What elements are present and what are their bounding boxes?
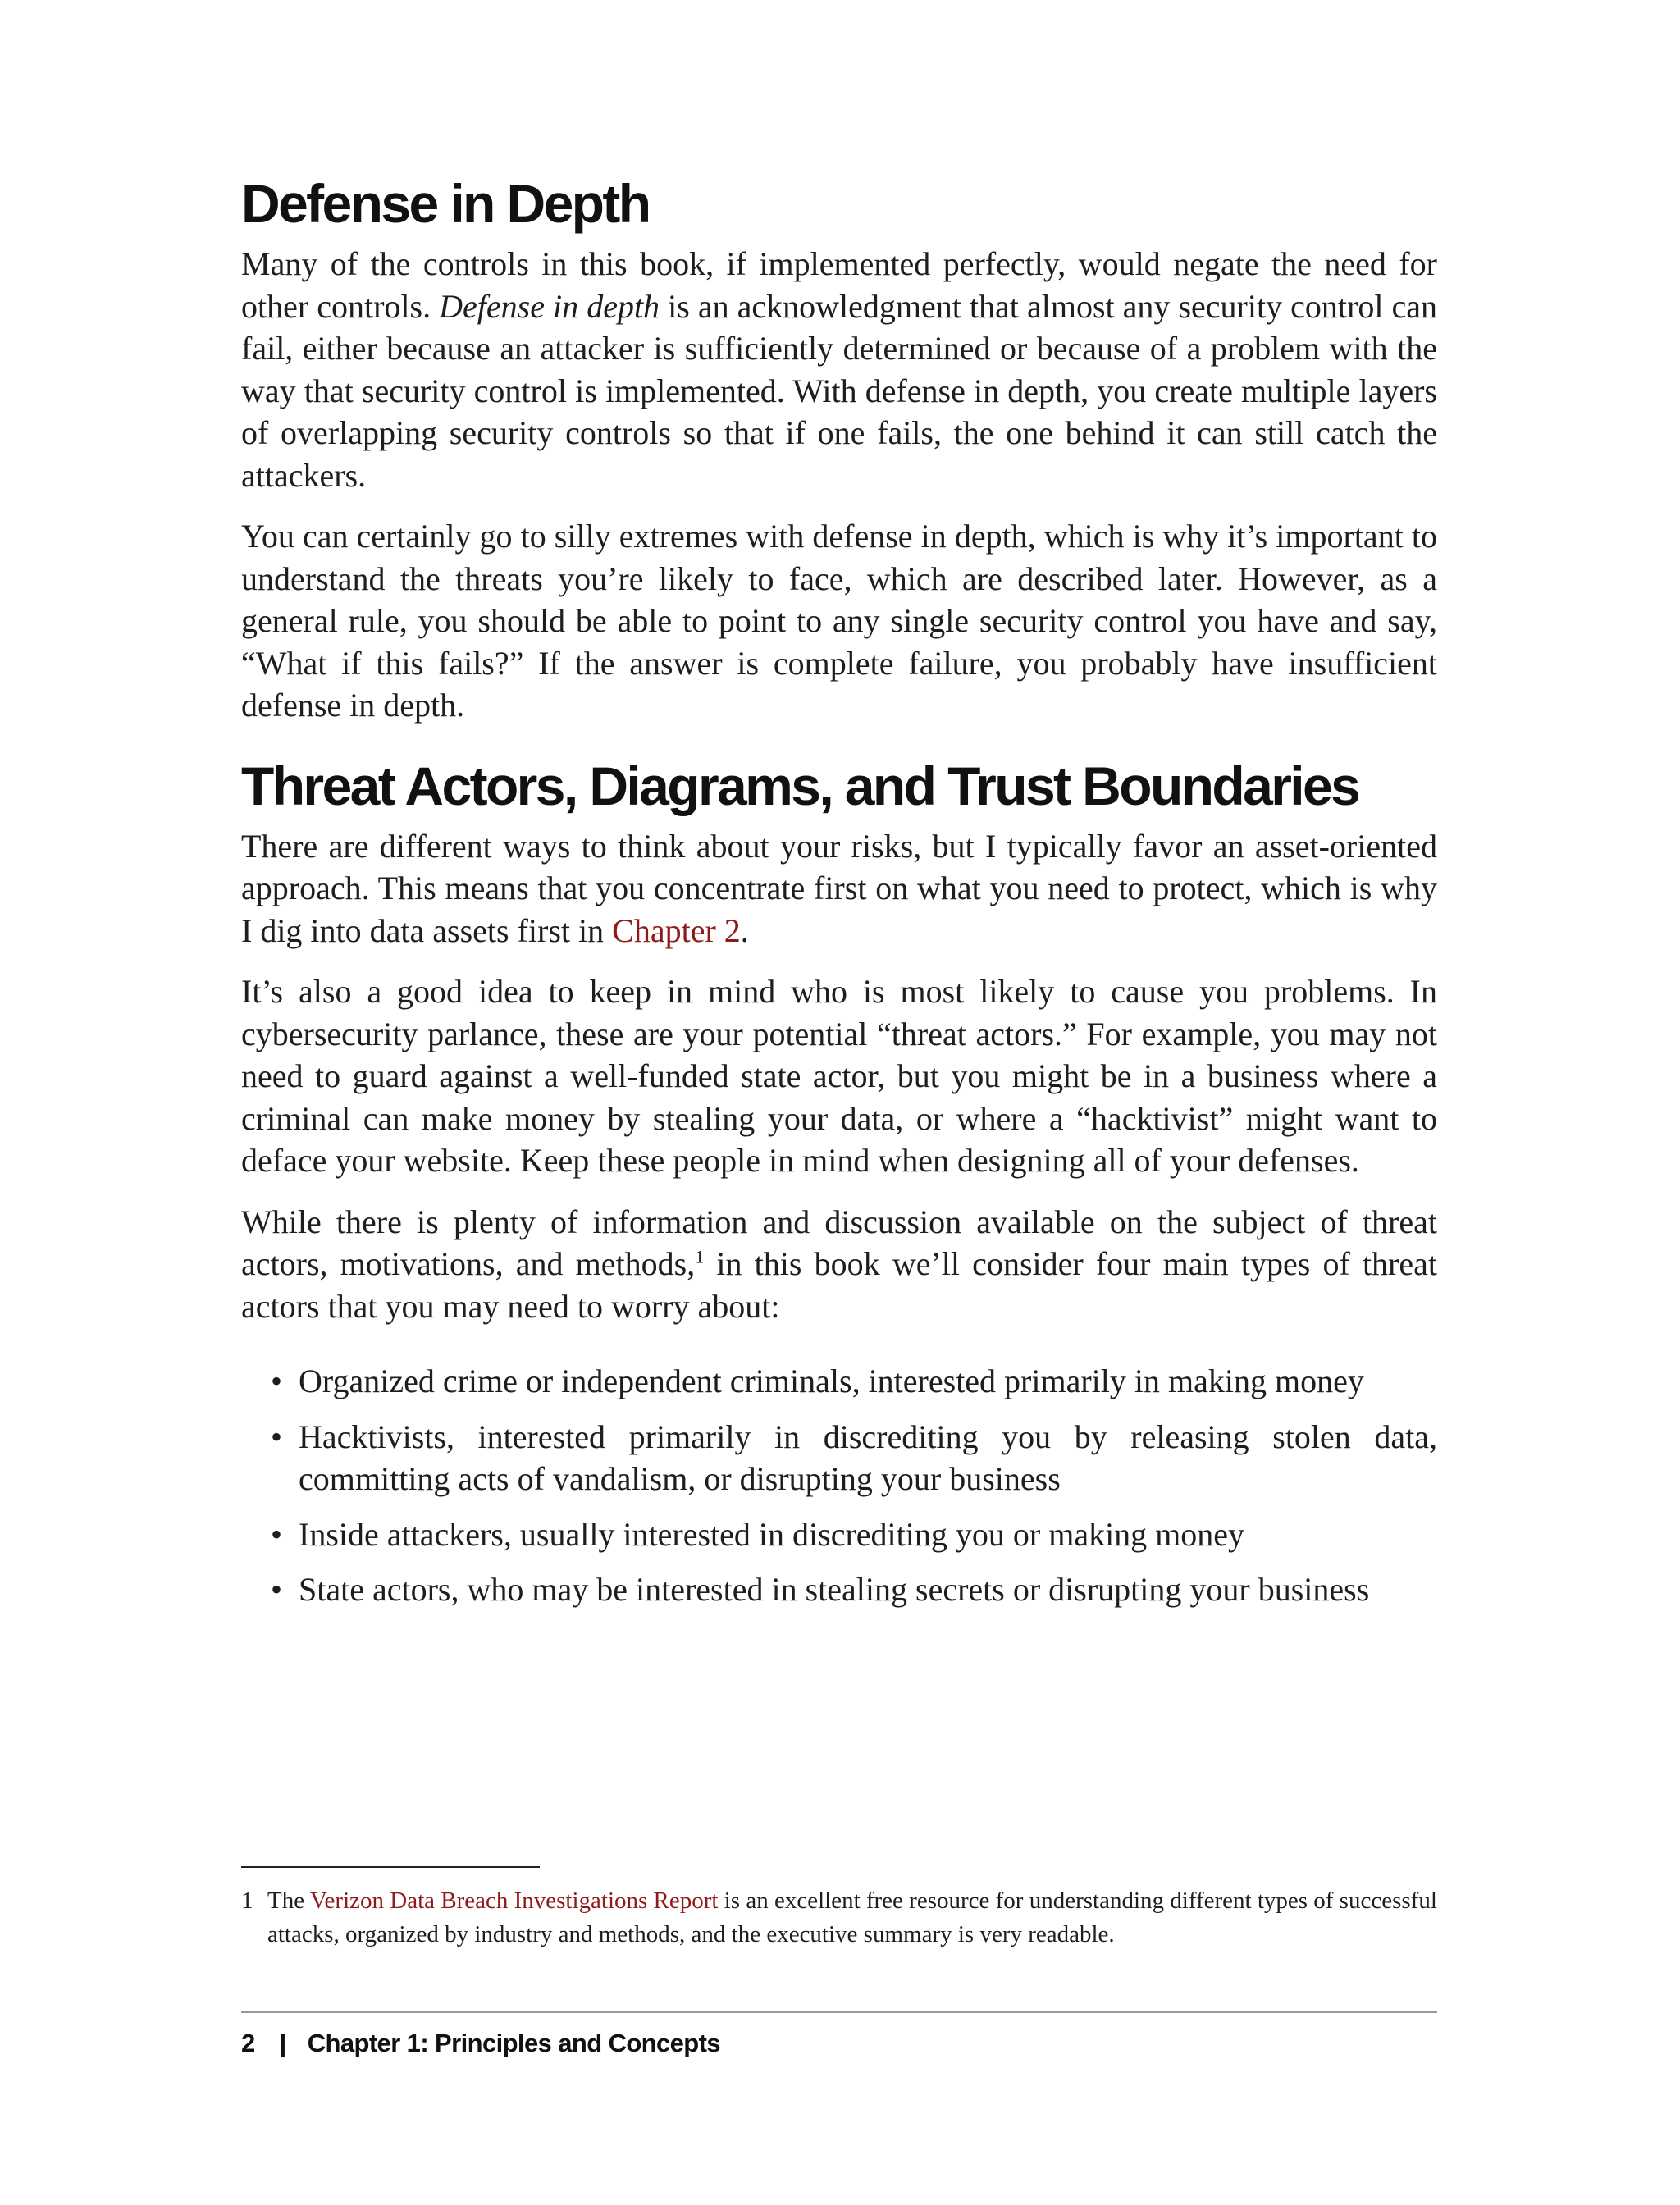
list-item bbox=[241, 1416, 1437, 1500]
footnote-reference[interactable]: 1 bbox=[695, 1246, 705, 1267]
list-item bbox=[241, 1568, 1437, 1611]
footnote-number: 1 bbox=[241, 1888, 253, 1914]
paragraph-risk-approach bbox=[241, 825, 1437, 952]
chapter-title: Chapter 1: Principles and Concepts bbox=[307, 2029, 721, 2057]
chapter-2-link[interactable]: Chapter 2 bbox=[612, 911, 741, 949]
section-heading-defense-in-depth: Defense in Depth bbox=[241, 173, 650, 234]
list-item bbox=[241, 1360, 1437, 1403]
footnote-text bbox=[267, 1884, 1437, 1952]
paragraph-text: . bbox=[740, 911, 749, 949]
verizon-report-link[interactable]: Verizon Data Breach Investigations Report bbox=[309, 1888, 719, 1914]
paragraph-text: in this book we’ll consider four main types of threat actors that you may need to worry about: bbox=[241, 1245, 1437, 1325]
bullet-icon: • bbox=[271, 1571, 283, 1608]
threat-actor-list bbox=[241, 1360, 1437, 1611]
footnote-divider bbox=[241, 1866, 540, 1868]
paragraph-threat-actors: It’s also a good idea to keep in mind who is most likely to cause you problems. In cybersecurity parlance, these are your potential “threat actors.” For example, you may not need to guard against a well-funded state actor, but you might be in a business where a criminal can make money by stealing your data, or where a “hacktivist” might want to deface your website. Keep these people in mind when designing all of your defenses. bbox=[241, 973, 1437, 1179]
paragraph-text: is an acknowledgment that almost any security control can fail, either because an attacker is sufficiently determined or because of a problem with the way that security control is implemented. With defense in depth, you create multiple layers of overlapping security controls so that if one fails, the one behind it can still catch the attackers. bbox=[241, 287, 1437, 494]
page-number: 2 bbox=[241, 2029, 255, 2057]
paragraph-text: Many of the controls in this book, if implemented perfectly, would negate the need for other controls. bbox=[241, 245, 1437, 325]
paragraph-defense-intro bbox=[241, 243, 1437, 496]
list-item-text: State actors, who may be interested in stealing secrets or disrupting your business bbox=[299, 1571, 1370, 1608]
list-item bbox=[241, 1513, 1437, 1556]
footnote-text-part: is an excellent free resource for understanding different types of successful attacks, organized by industry and methods, and the executive summary is very readable. bbox=[267, 1888, 1437, 1947]
paragraph-text: There are different ways to think about your risks, but I typically favor an asset-oriented approach. This means that you concentrate first on what you need to protect, which is why I dig into data assets first in bbox=[241, 827, 1437, 949]
paragraph-defense-extremes: You can certainly go to silly extremes with defense in depth, which is why it’s important to understand the threats you’re likely to face, which are described later. However, as a general rule, you should be able to point to any single security control you have and say, “What if this fails?” If the answer is complete failure, you probably have insufficient defense in depth. bbox=[241, 518, 1437, 724]
bullet-icon: • bbox=[271, 1418, 283, 1455]
section-heading-threat-actors: Threat Actors, Diagrams, and Trust Boundaries bbox=[241, 755, 1359, 816]
list-item-text: Organized crime or independent criminals, interested primarily in making money bbox=[299, 1363, 1364, 1399]
paragraph-text: While there is plenty of information and discussion available on the subject of threat actors, motivations, and methods, bbox=[241, 1203, 1437, 1282]
list-item-text: Inside attackers, usually interested in discrediting you or making money bbox=[299, 1515, 1245, 1553]
footnote-text-part: The bbox=[267, 1888, 310, 1914]
footer-divider bbox=[241, 2011, 1437, 2013]
footnote bbox=[241, 1884, 1437, 1952]
bullet-icon: • bbox=[271, 1363, 283, 1399]
footer-separator: | bbox=[279, 2029, 286, 2057]
bullet-icon: • bbox=[271, 1515, 283, 1553]
emphasized-term: Defense in depth bbox=[439, 287, 660, 325]
main-content bbox=[241, 169, 1437, 1624]
list-item-text: Hacktivists, interested primarily in discrediting you by releasing stolen data, committing acts of vandalism, or disrupting your business bbox=[299, 1418, 1437, 1497]
page-footer bbox=[241, 2025, 720, 2061]
paragraph-four-types bbox=[241, 1201, 1437, 1328]
